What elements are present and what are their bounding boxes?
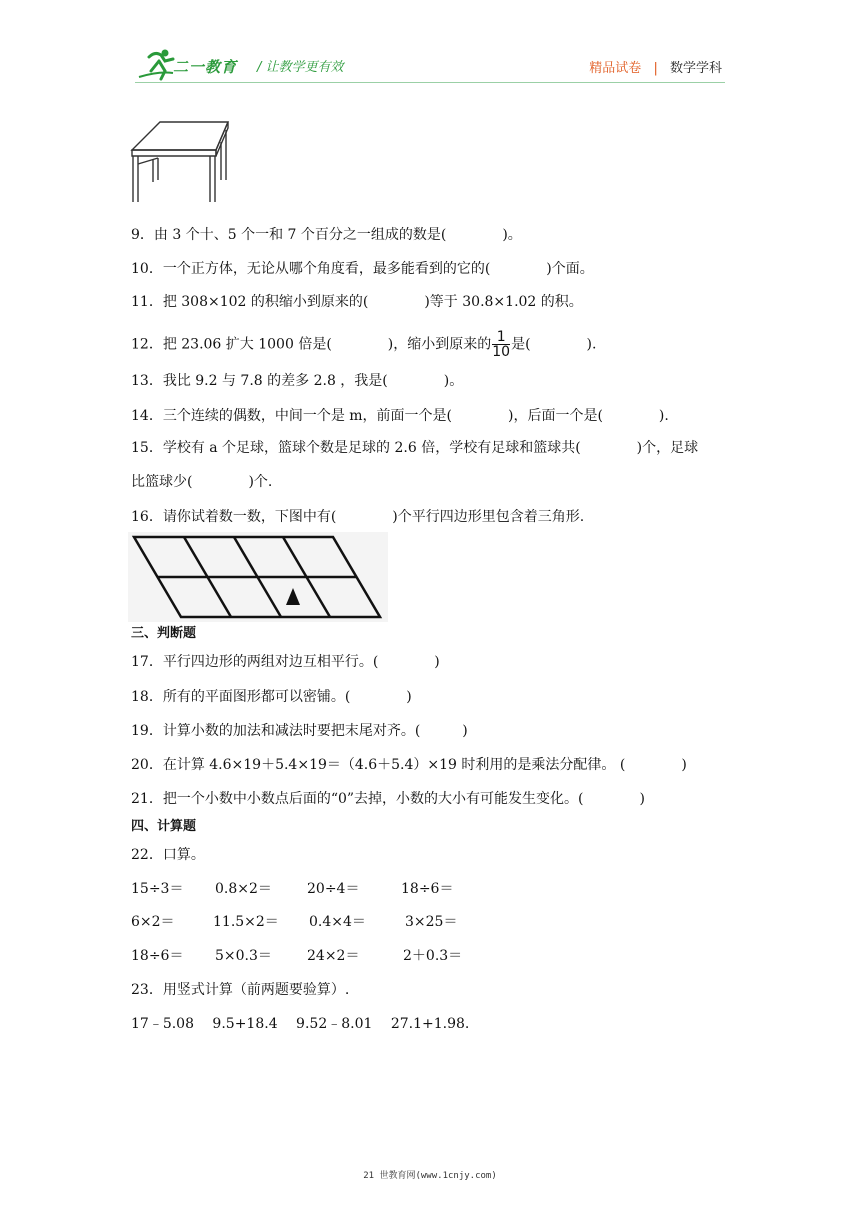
question-16: 16．请你试着数一数，下图中有( )个平行四边形里包含着三角形. <box>131 509 585 525</box>
subject-tag: 数学学科 <box>669 61 722 76</box>
mental-math-item: 3×25＝ <box>405 914 458 930</box>
question-19: 19．计算小数的加法和减法时要把末尾对齐。( ) <box>131 723 468 739</box>
question-23: 23．用竖式计算（前两题要验算）. <box>131 982 350 998</box>
question-12-part-a: 12．把 23.06 扩大 1000 倍是( )，缩小到原来的 <box>131 336 492 353</box>
question-12-part-b: 是( ). <box>511 336 597 353</box>
header-slogan: / 让教学更有效 <box>257 60 344 75</box>
fraction-one-tenth <box>492 330 510 359</box>
question-21: 21．把一个小数中小数点后面的“0”去掉，小数的大小有可能发生变化。( ) <box>131 791 645 807</box>
question-9: 9．由 3 个十、5 个一和 7 个百分之一组成的数是( )。 <box>131 227 522 243</box>
mental-math-item: 2＋0.3＝ <box>403 948 463 964</box>
question-15-line-2: 比篮球少( )个. <box>131 474 273 490</box>
section-3-title: 三、判断题 <box>131 626 197 641</box>
parallelogram-grid-figure <box>128 532 388 622</box>
mental-math-item: 6×2＝ <box>131 914 175 930</box>
page-footer: 21 世教育网(www.1cnjy.com) <box>363 1171 497 1181</box>
mental-math-row-2 <box>131 912 457 932</box>
question-11: 11．把 308×102 的积缩小到原来的( )等于 30.8×1.02 的积。 <box>131 294 583 310</box>
question-10: 10．一个正方体，无论从哪个角度看，最多能看到的它的( )个面。 <box>131 261 594 277</box>
header-right <box>589 57 722 76</box>
mental-math-row-1 <box>131 879 453 899</box>
mental-math-item: 20÷4＝ <box>307 881 360 897</box>
table-illustration <box>128 118 233 204</box>
mental-math-item: 5×0.3＝ <box>215 948 272 964</box>
question-18: 18．所有的平面图形都可以密铺。( ) <box>131 689 412 705</box>
mental-math-item: 11.5×2＝ <box>213 914 279 930</box>
header-separator: | <box>653 61 658 76</box>
mental-math-item: 18÷6＝ <box>131 948 184 964</box>
mental-math-item: 18÷6＝ <box>401 881 454 897</box>
quality-tag: 精品试卷 <box>589 61 642 76</box>
question-15-line-1: 15．学校有 a 个足球，篮球个数是足球的 2.6 倍，学校有足球和篮球共( )个，足球 <box>131 440 699 456</box>
header-divider <box>135 82 725 83</box>
fraction-numerator: 1 <box>492 330 510 345</box>
question-17: 17．平行四边形的两组对边互相平行。( ) <box>131 654 440 670</box>
mental-math-row-3 <box>131 946 462 966</box>
logo-text: 二一教育 <box>173 58 238 76</box>
section-4-title: 四、计算题 <box>131 819 197 834</box>
question-14: 14．三个连续的偶数，中间一个是 m，前面一个是( )，后面一个是( ). <box>131 408 669 424</box>
fraction-denominator: 10 <box>492 344 511 360</box>
question-13: 13．我比 9.2 与 7.8 的差多 2.8 ，我是( )。 <box>131 373 464 389</box>
mental-math-item: 24×2＝ <box>307 948 360 964</box>
mental-math-item: 0.4×4＝ <box>309 914 366 930</box>
question-12 <box>131 330 596 359</box>
page-header <box>0 0 860 90</box>
question-22: 22．口算。 <box>131 847 205 863</box>
mental-math-item: 15÷3＝ <box>131 881 184 897</box>
mental-math-item: 0.8×2＝ <box>215 881 272 897</box>
question-23-items: 17﹣5.08 9.5+18.4 9.52﹣8.01 27.1+1.98. <box>131 1016 470 1032</box>
question-20: 20．在计算 4.6×19＋5.4×19＝（4.6＋5.4）×19 时利用的是乘法分配律。 ( ) <box>131 757 687 773</box>
